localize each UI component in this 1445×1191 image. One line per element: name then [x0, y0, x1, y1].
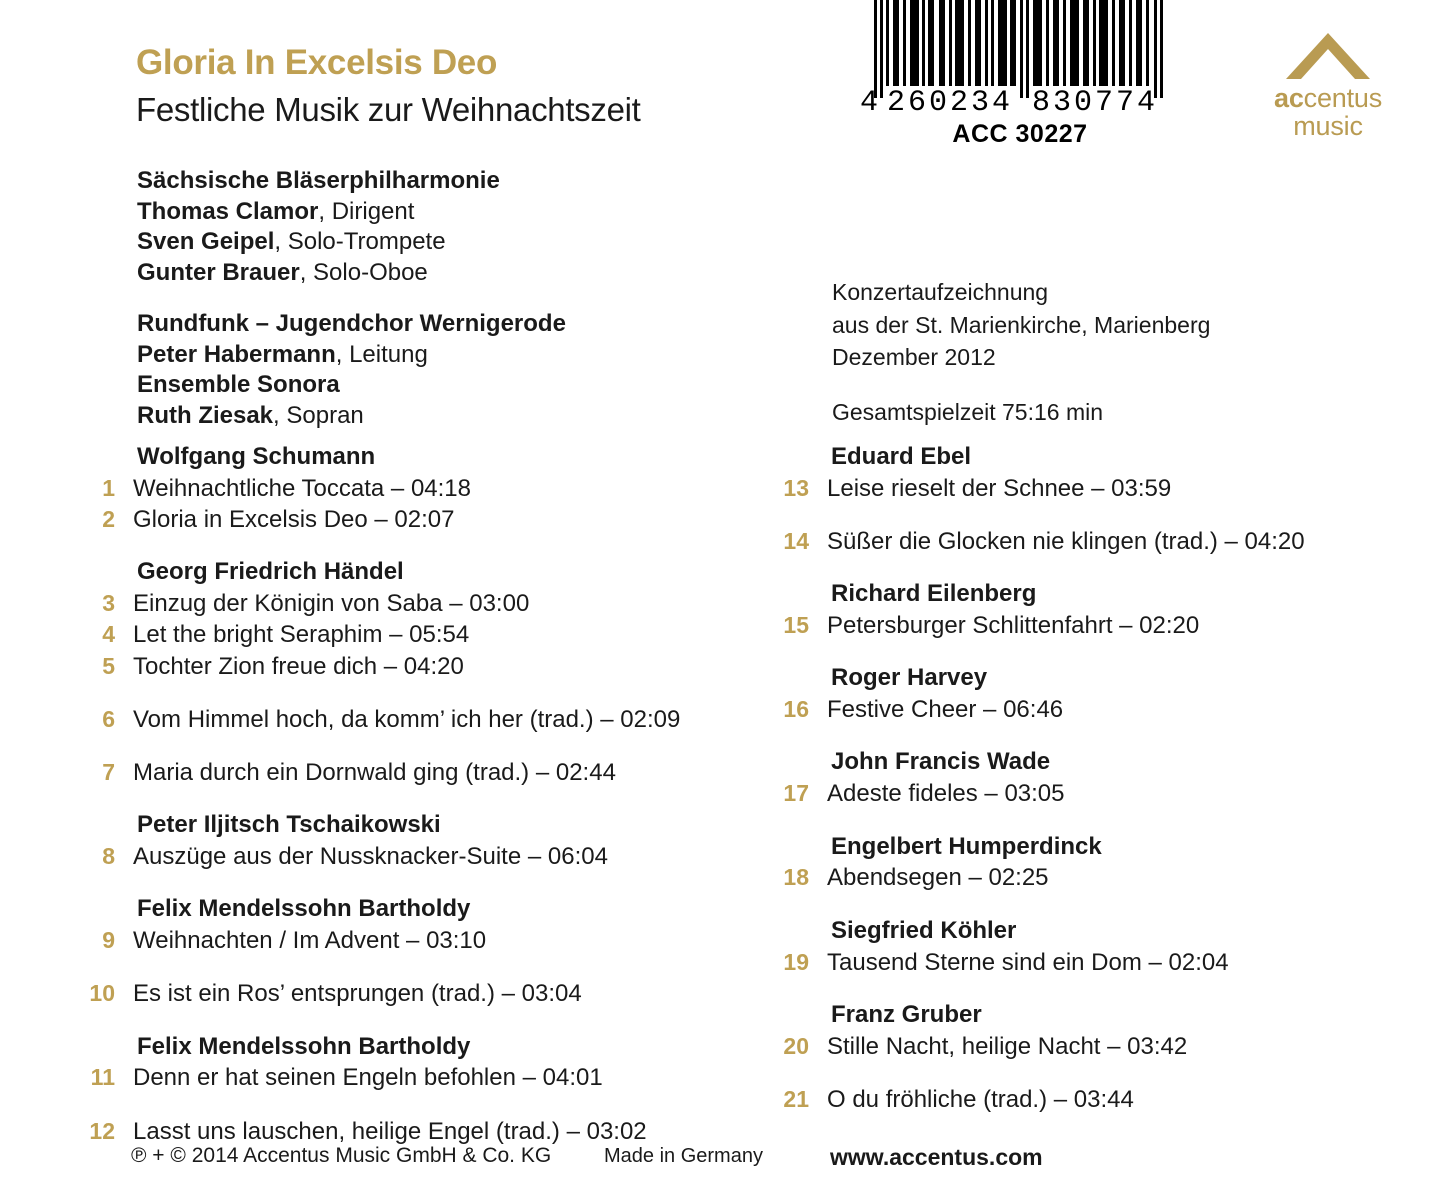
track-row [0, 504, 720, 535]
composer-name: Eduard Ebel [831, 443, 972, 470]
track-row [694, 526, 1434, 557]
track-group [694, 746, 1434, 809]
track-title: Lasst uns lauschen, heilige Engel (trad.) – 03:02 [133, 1117, 647, 1145]
performer-role: , Leitung [335, 340, 428, 368]
track-number: 1 [102, 474, 115, 501]
track-row [694, 694, 1434, 725]
track-number: 15 [783, 612, 809, 639]
catalog-number: ACC 30227 [952, 120, 1088, 148]
performer-role: , Solo-Trompete [274, 228, 446, 256]
performer-line [137, 227, 757, 258]
composer-name: Peter Iljitsch Tschaikowski [137, 811, 441, 839]
title-block [136, 42, 641, 130]
track-number: 14 [783, 528, 809, 555]
track-row [0, 588, 720, 619]
track-number: 3 [102, 590, 115, 617]
performer-name: Ensemble Sonora [137, 371, 340, 399]
track-row [694, 1031, 1434, 1062]
performer-line [137, 401, 757, 432]
track-number: 12 [89, 1117, 115, 1144]
performer-group [137, 166, 757, 289]
album-title: Gloria In Excelsis Deo [136, 43, 498, 82]
track-title: Weihnachtliche Toccata – 04:18 [133, 474, 472, 502]
performer-line [137, 309, 757, 340]
composer-name: Franz Gruber [831, 1000, 982, 1028]
track-group [694, 441, 1434, 557]
performer-role: , Dirigent [318, 197, 415, 225]
track-group [0, 441, 720, 535]
track-row [694, 862, 1434, 893]
label-logo [1248, 32, 1408, 140]
performers-block [137, 166, 757, 432]
made-in-label: Made in Germany [604, 1145, 763, 1167]
track-title: Tochter Zion freue dich – 04:20 [133, 652, 464, 680]
track-row [0, 1062, 720, 1093]
track-number: 20 [783, 1032, 809, 1059]
track-group [0, 1031, 720, 1147]
track-row [694, 947, 1434, 978]
track-title: Es ist ein Ros’ entsprungen (trad.) – 03:04 [133, 980, 582, 1008]
logo-accentus-regular: centus [1303, 83, 1382, 113]
track-title: Denn er hat seinen Engeln befohlen – 04:01 [133, 1064, 603, 1092]
track-number: 9 [102, 927, 115, 954]
track-row [0, 925, 720, 956]
track-group [694, 662, 1434, 725]
track-row [0, 757, 720, 788]
composer-name: Siegfried Köhler [831, 916, 1017, 944]
performer-line [137, 340, 757, 371]
track-title: Gloria in Excelsis Deo – 02:07 [133, 506, 455, 534]
track-title: Abendsegen – 02:25 [827, 864, 1049, 892]
track-title: Tausend Sterne sind ein Dom – 02:04 [827, 948, 1229, 976]
performer-name: Sächsische Bläserphilharmonie [137, 167, 500, 194]
composer-name: Engelbert Humperdinck [831, 832, 1102, 860]
track-row [0, 473, 720, 504]
album-subtitle: Festliche Musik zur Weihnachtszeit [136, 91, 641, 129]
track-title: O du fröhliche (trad.) – 03:44 [827, 1085, 1134, 1113]
composer-name: Felix Mendelssohn Bartholdy [137, 1032, 471, 1060]
performer-group [137, 309, 757, 432]
recording-line-2: aus der St. Marienkirche, Marienberg [832, 311, 1211, 338]
track-row [0, 978, 720, 1009]
composer-name: John Francis Wade [831, 748, 1051, 776]
track-title: Petersburger Schlittenfahrt – 02:20 [827, 612, 1200, 640]
track-number: 4 [102, 621, 115, 648]
track-number: 6 [102, 705, 115, 732]
track-group [0, 893, 720, 1009]
track-number: 19 [783, 948, 809, 975]
ean13-barcode-icon [860, 0, 1180, 116]
performer-name: Ruth Ziesak [137, 402, 274, 430]
composer-name: Roger Harvey [831, 664, 988, 692]
track-number: 11 [90, 1064, 115, 1091]
track-title: Adeste fideles – 03:05 [827, 780, 1065, 808]
footer [0, 1144, 1445, 1184]
track-number: 17 [783, 780, 809, 807]
composer-name: Georg Friedrich Händel [137, 558, 404, 586]
track-group [694, 999, 1434, 1115]
track-title: Süßer die Glocken nie klingen (trad.) – 04:20 [827, 528, 1305, 556]
track-number: 10 [89, 980, 115, 1007]
track-number: 13 [783, 474, 809, 501]
tracklist-left-column [0, 441, 720, 1168]
track-number: 21 [783, 1085, 809, 1112]
logo-accentus-bold: ac [1274, 83, 1304, 113]
track-title: Einzug der Königin von Saba – 03:00 [133, 590, 530, 618]
track-title: Stille Nacht, heilige Nacht – 03:42 [827, 1032, 1188, 1060]
track-group [0, 556, 720, 788]
track-group [694, 831, 1434, 894]
performer-name: Sven Geipel [137, 228, 275, 256]
recording-info-block [832, 276, 1352, 429]
track-title: Vom Himmel hoch, da komm’ ich her (trad.) – 02:09 [133, 705, 681, 733]
track-group [694, 915, 1434, 978]
total-playing-time: Gesamtspielzeit 75:16 min [832, 398, 1104, 425]
recording-line-3: Dezember 2012 [832, 344, 996, 371]
svg-text:260234: 260234 [887, 86, 1014, 116]
performer-name: Rundfunk – Jugendchor Wernigerode [137, 309, 566, 337]
track-number: 7 [102, 758, 115, 785]
logo-wordmark-accentus [1248, 84, 1408, 112]
track-row [0, 651, 720, 682]
track-row [694, 473, 1434, 504]
track-row [0, 1116, 720, 1147]
track-row [694, 1084, 1434, 1115]
performer-line [137, 166, 757, 197]
track-row [0, 841, 720, 872]
svg-text:830774: 830774 [1032, 86, 1159, 116]
track-number: 8 [102, 843, 115, 870]
composer-name: Felix Mendelssohn Bartholdy [137, 895, 471, 923]
tracklist-right-column [694, 441, 1434, 1136]
track-title: Festive Cheer – 06:46 [827, 696, 1064, 724]
track-row [694, 610, 1434, 641]
track-group [694, 578, 1434, 641]
track-row [694, 778, 1434, 809]
performer-line [137, 197, 757, 228]
track-number: 2 [102, 506, 115, 533]
recording-line-1: Konzertaufzeichnung [832, 279, 1049, 305]
performer-line [137, 258, 757, 289]
track-title: Let the bright Seraphim – 05:54 [133, 621, 470, 649]
track-group [0, 809, 720, 872]
track-number: 16 [783, 696, 809, 723]
performer-line [137, 370, 757, 401]
composer-name: Richard Eilenberg [831, 580, 1037, 608]
performer-role: , Solo-Oboe [299, 259, 428, 287]
track-number: 18 [783, 864, 809, 891]
track-row [0, 704, 720, 735]
track-title: Leise rieselt der Schnee – 03:59 [827, 474, 1172, 502]
logo-wordmark-music: music [1293, 111, 1363, 142]
barcode-digit-system: 4 [860, 86, 879, 116]
performer-name: Thomas Clamor [137, 197, 319, 225]
composer-name: Wolfgang Schumann [137, 443, 376, 470]
track-title: Weihnachten / Im Advent – 03:10 [133, 927, 487, 955]
performer-role: , Sopran [273, 402, 364, 430]
performer-name: Gunter Brauer [137, 259, 300, 287]
track-title: Maria durch ein Dornwald ging (trad.) – 02:44 [133, 758, 616, 786]
track-row [0, 619, 720, 650]
accentus-peak-mark-icon [1285, 32, 1371, 80]
website-link[interactable]: www.accentus.com [830, 1144, 1043, 1170]
copyright-notice: ℗ + © 2014 Accentus Music GmbH & Co. KG [131, 1144, 552, 1167]
track-title: Auszüge aus der Nussknacker-Suite – 06:04 [133, 843, 608, 871]
performer-name: Peter Habermann [137, 340, 336, 368]
barcode-block [860, 0, 1180, 149]
track-number: 5 [102, 652, 115, 679]
